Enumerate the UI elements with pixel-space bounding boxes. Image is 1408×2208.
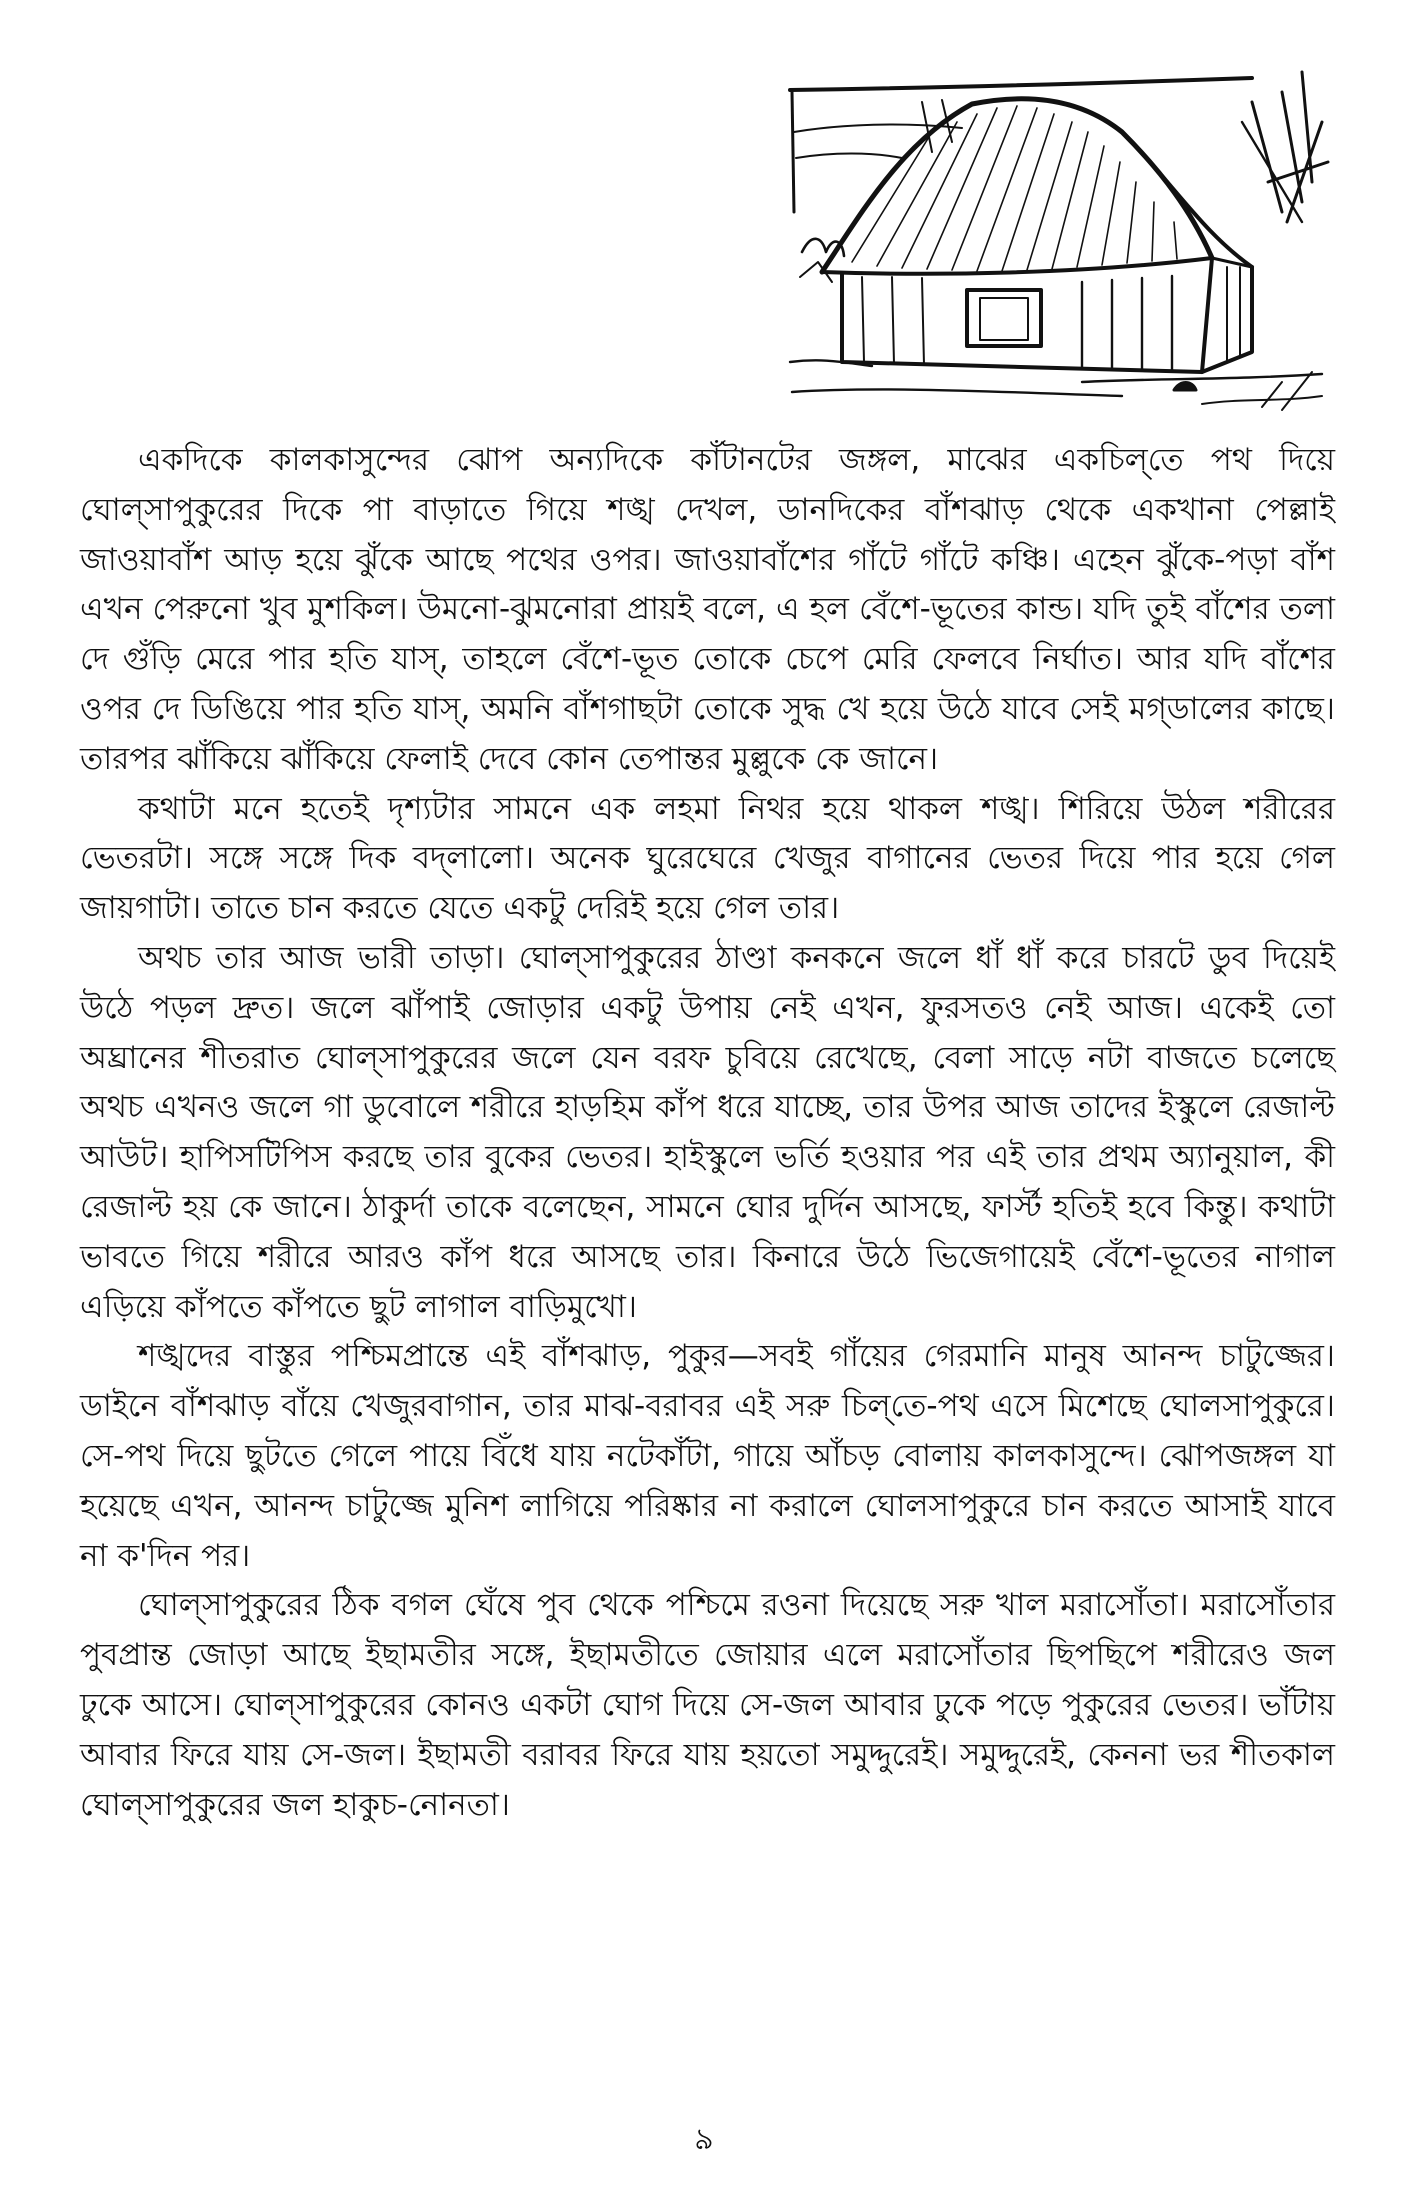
paragraph-3: অথচ তার আজ ভারী তাড়া। ঘোল্‌সাপুকুরের ঠাণ্ডা কনকনে জলে ধাঁ ধাঁ করে চারটে ডুব দিয়েই উঠে পড়ল দ্রুত। জলে ঝাঁপাই জোড়ার একটু উপায় নেই এখন, ফুরসতও নেই আজ। একেই তো অঘ্রানের শীতরাত ঘোল্‌সাপুকুরের জলে যেন বরফ চুবিয়ে রেখেছে, বেলা সাড়ে নটা বাজতে চলেছে অথচ এখনও জলে গা ডুবোলে শরীরে হাড়হিম কাঁপ ধরে যাচ্ছে, তার উপর আজ তাদের ইস্কুলে রেজাল্ট আউট। হাপিসটিপিস করছে তার বুকের ভেতর। হাইস্কুলে ভর্তি হওয়ার পর এই তার প্রথম অ্যানুয়াল, কী রেজাল্ট হয় কে জানে। ঠাকুর্দা তাকে বলেছেন, সামনে ঘোর দুর্দিন আসছে, ফার্স্ট হতিই হবে কিন্তু। কথাটা ভাবতে গিয়ে শরীরে আরও কাঁপ ধরে আসছে তার। কিনারে উঠে ভিজেগায়েই বেঁশে-ভূতের নাগাল এড়িয়ে কাঁপতে কাঁপতে ছুট লাগাল বাড়িমুখো।: [80, 939, 1335, 1325]
hut-illustration: [782, 62, 1330, 412]
paragraph-5: ঘোল্‌সাপুকুরের ঠিক বগল ঘেঁষে পুব থেকে পশ্চিমে রওনা দিয়েছে সরু খাল মরাসোঁতা। মরাসোঁতার পুবপ্রান্ত জোড়া আছে ইছামতীর সঙ্গে, ইছামতীতে জোয়ার এলে মরাসোঁতার ছিপছিপে শরীরেও জল ঢুকে আসে। ঘোল্‌সাপুকুরের কোনও একটা ঘোগ দিয়ে সে-জল আবার ঢুকে পড়ে পুকুরের ভেতর। ভাঁটায় আবার ফিরে যায় সে-জল। ইছামতী বরাবর ফিরে যায় হয়তো সমুদ্দুরেই। সমুদ্দুরেই, কেননা ভর শীতকাল ঘোল্‌সাপুকুরের জল হাকুচ-নোনতা।: [80, 1587, 1335, 1823]
page-number: ৯: [694, 2122, 714, 2157]
paragraph-1: একদিকে কালকাসুন্দের ঝোপ অন্যদিকে কাঁটানটের জঙ্গল, মাঝের একচিল্‌তে পথ দিয়ে ঘোল্‌সাপুকুরের দিকে পা বাড়াতে গিয়ে শঙ্খ দেখল, ডানদিকের বাঁশঝাড় থেকে একখানা পেল্লাই জাওয়াবাঁশ আড় হয়ে ঝুঁকে আছে পথের ওপর। জাওয়াবাঁশের গাঁটে গাঁটে কঞ্চি। এহেন ঝুঁকে-পড়া বাঁশ এখন পেরুনো খুব মুশকিল। উমনো-ঝুমনোরা প্রায়ই বলে, এ হল বেঁশে-ভূতের কান্ড। যদি তুই বাঁশের তলা দে গুঁড়ি মেরে পার হতি যাস্‌, তাহলে বেঁশে-ভূত তোকে চেপে মেরি ফেলবে নির্ঘাত। আর যদি বাঁশের ওপর দে ডিঙিয়ে পার হতি যাস্‌, অমনি বাঁশগাছটা তোকে সুদ্ধ খে হয়ে উঠে যাবে সেই মগ্‌ডালের কাছে। তারপর ঝাঁকিয়ে ঝাঁকিয়ে ফেলাই দেবে কোন তেপান্তর মুল্লুকে কে জানে।: [80, 442, 1335, 777]
story-text: [80, 436, 1335, 1830]
paragraph-2: কথাটা মনে হতেই দৃশ্যটার সামনে এক লহমা নিথর হয়ে থাকল শঙ্খ। শিরিয়ে উঠল শরীরের ভেতরটা। সঙ্গে সঙ্গে দিক বদ্‌লালো। অনেক ঘুরেঘেরে খেজুর বাগানের ভেতর দিয়ে পার হয়ে গেল জায়গাটা। তাতে চান করতে যেতে একটু দেরিই হয়ে গেল তার।: [80, 790, 1335, 927]
paragraph-4: শঙ্খদের বাস্তুর পশ্চিমপ্রান্তে এই বাঁশঝাড়, পুকুর—সবই গাঁয়ের গেরমানি মানুষ আনন্দ চাটুজ্জের। ডাইনে বাঁশঝাড় বাঁয়ে খেজুরবাগান, তার মাঝ-বরাবর এই সরু চিল্‌তে-পথ এসে মিশেছে ঘোলসাপুকুরে। সে-পথ দিয়ে ছুটতে গেলে পায়ে বিঁধে যায় নটেকাঁটা, গায়ে আঁচড় বোলায় কালকাসুন্দে। ঝোপজঙ্গল যা হয়েছে এখন, আনন্দ চাটুজ্জে মুনিশ লাগিয়ে পরিষ্কার না করালে ঘোলসাপুকুরে চান করতে আসাই যাবে না ক'দিন পর।: [80, 1338, 1335, 1574]
